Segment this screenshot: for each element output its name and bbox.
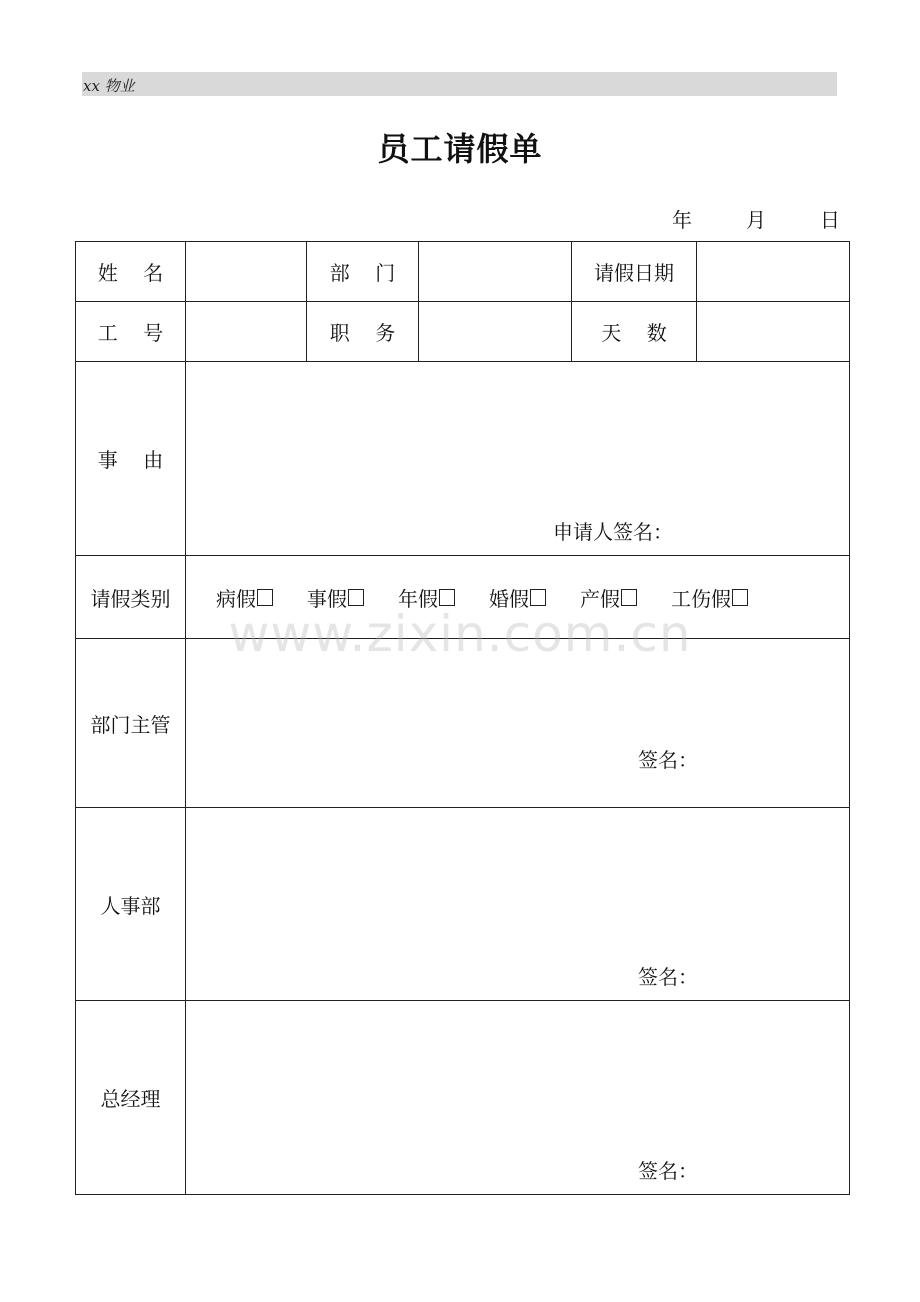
company-name: xx 物业 [83, 77, 135, 95]
leave-date-label: 请假日期 [572, 242, 697, 302]
leave-type-label-injury: 工伤假 [671, 586, 731, 611]
position-label: 职 务 [307, 302, 419, 362]
hr-signature-label: 签名： [638, 965, 698, 989]
position-field[interactable] [419, 302, 572, 362]
name-field[interactable] [186, 242, 307, 302]
days-label: 天 数 [572, 302, 697, 362]
maternity-leave-checkbox[interactable] [621, 589, 637, 606]
general-manager-field[interactable] [186, 1001, 850, 1195]
form-title: 员工请假单 [377, 130, 543, 168]
leave-type-label-sick: 病假 [216, 586, 256, 611]
hr-field[interactable] [186, 808, 850, 1001]
watermark: www.zixin.com.cn [228, 605, 692, 663]
leave-type-label-personal: 事假 [307, 586, 347, 611]
sick-leave-checkbox[interactable] [257, 589, 273, 606]
header-band [82, 72, 837, 96]
leave-type-injury[interactable] [671, 583, 748, 612]
leave-type-options [186, 556, 850, 639]
leave-type-label-annual: 年假 [398, 586, 438, 611]
leave-date-field[interactable] [697, 242, 850, 302]
leave-type-sick[interactable] [216, 583, 273, 612]
leave-type-annual[interactable] [398, 583, 455, 612]
date-day-label[interactable]: 日 [820, 208, 840, 232]
general-manager-signature-label: 签名： [638, 1159, 698, 1183]
date-year-label[interactable]: 年 [672, 208, 692, 232]
reason-label: 事 由 [76, 362, 186, 556]
leave-type-label: 请假类别 [76, 556, 186, 639]
employee-id-label: 工 号 [76, 302, 186, 362]
leave-type-marriage[interactable] [489, 583, 546, 612]
date-month-label[interactable]: 月 [746, 208, 766, 232]
date-line [672, 204, 840, 233]
name-label: 姓 名 [76, 242, 186, 302]
leave-form-table [75, 241, 850, 1195]
dept-manager-field[interactable] [186, 639, 850, 808]
employee-id-field[interactable] [186, 302, 307, 362]
leave-type-maternity[interactable] [580, 583, 637, 612]
general-manager-label: 总经理 [76, 1001, 186, 1195]
annual-leave-checkbox[interactable] [439, 589, 455, 606]
leave-type-personal[interactable] [307, 583, 364, 612]
personal-leave-checkbox[interactable] [348, 589, 364, 606]
hr-label: 人事部 [76, 808, 186, 1001]
reason-field[interactable] [186, 362, 850, 556]
leave-type-label-marriage: 婚假 [489, 586, 529, 611]
leave-type-label-maternity: 产假 [580, 586, 620, 611]
applicant-signature-label: 申请人签名： [553, 520, 673, 544]
marriage-leave-checkbox[interactable] [530, 589, 546, 606]
department-field[interactable] [419, 242, 572, 302]
dept-manager-label: 部门主管 [76, 639, 186, 808]
department-label: 部 门 [307, 242, 419, 302]
dept-manager-signature-label: 签名： [638, 748, 698, 772]
injury-leave-checkbox[interactable] [732, 589, 748, 606]
days-field[interactable] [697, 302, 850, 362]
